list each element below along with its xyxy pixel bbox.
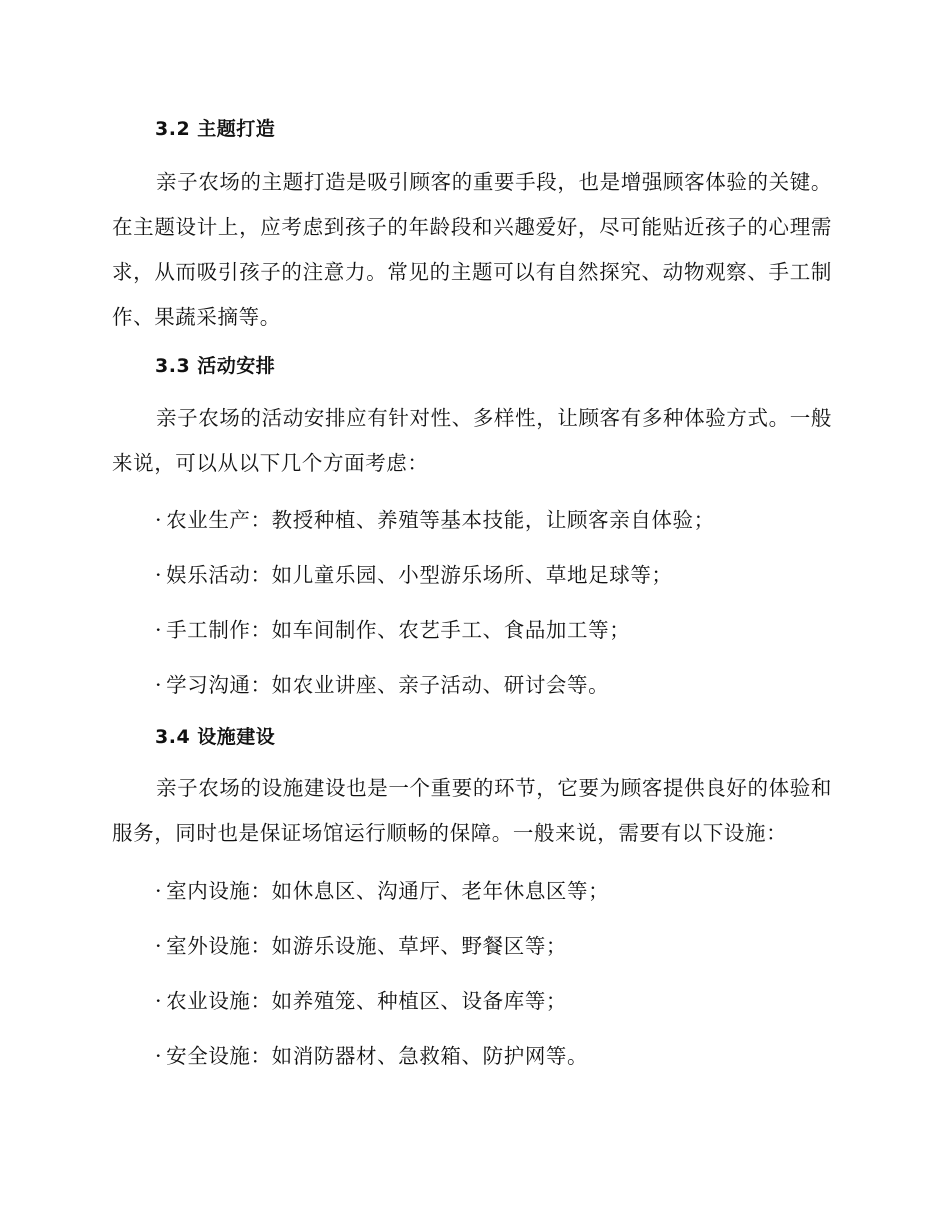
list-item-text: 安全设施：如消防器材、急救箱、防护网等。 [166,1044,589,1068]
section-heading-3-4: 3.4 设施建设 [155,726,276,748]
list-item-text: 室内设施：如休息区、沟通厅、老年休息区等； [166,879,610,903]
section-paragraph-3-4: 亲子农场的设施建设也是一个重要的环节，它要为顾客提供良好的体验和服务，同时也是保证场馆运行顺畅的保障。一般来说，需要有以下设施： [112,776,832,845]
list-item-text: 室外设施：如游乐设施、草坪、野餐区等； [166,934,568,958]
list-item-text: 农业生产：教授种植、养殖等基本技能，让顾客亲自体验； [166,508,715,532]
bullet-dot-icon: · [155,989,163,1013]
list-item [155,1039,588,1069]
bullet-dot-icon: · [155,508,163,532]
list-item-text: 农业设施：如养殖笼、种植区、设备库等； [166,989,568,1013]
list-item [155,613,630,643]
section-heading-3-2: 3.2 主题打造 [155,118,276,140]
section-paragraph-3-3: 亲子农场的活动安排应有针对性、多样性，让顾客有多种体验方式。一般来说，可以从以下几个方面考虑： [112,406,832,475]
list-item-text: 娱乐活动：如儿童乐园、小型游乐场所、草地足球等； [166,563,673,587]
bullet-dot-icon: · [155,1044,163,1068]
section-paragraph-3-2: 亲子农场的主题打造是吸引顾客的重要手段，也是增强顾客体验的关键。在主题设计上，应考虑到孩子的年龄段和兴趣爱好，尽可能贴近孩子的心理需求，从而吸引孩子的注意力。常见的主题可以有自然探究、动物观察、手工制作、果蔬采摘等。 [112,170,832,329]
section-heading-3-3: 3.3 活动安排 [155,355,276,377]
list-item [155,984,567,1014]
list-item [155,929,567,959]
list-item-text: 手工制作：如车间制作、农艺手工、食品加工等； [166,618,631,642]
bullet-dot-icon: · [155,618,163,642]
bullet-dot-icon: · [155,563,163,587]
bullet-dot-icon: · [155,879,163,903]
list-item [155,874,609,904]
list-item [155,558,673,588]
bullet-dot-icon: · [155,934,163,958]
bullet-dot-icon: · [155,673,163,697]
list-item-text: 学习沟通：如农业讲座、亲子活动、研讨会等。 [166,673,610,697]
list-item [155,503,715,533]
list-item [155,668,609,698]
